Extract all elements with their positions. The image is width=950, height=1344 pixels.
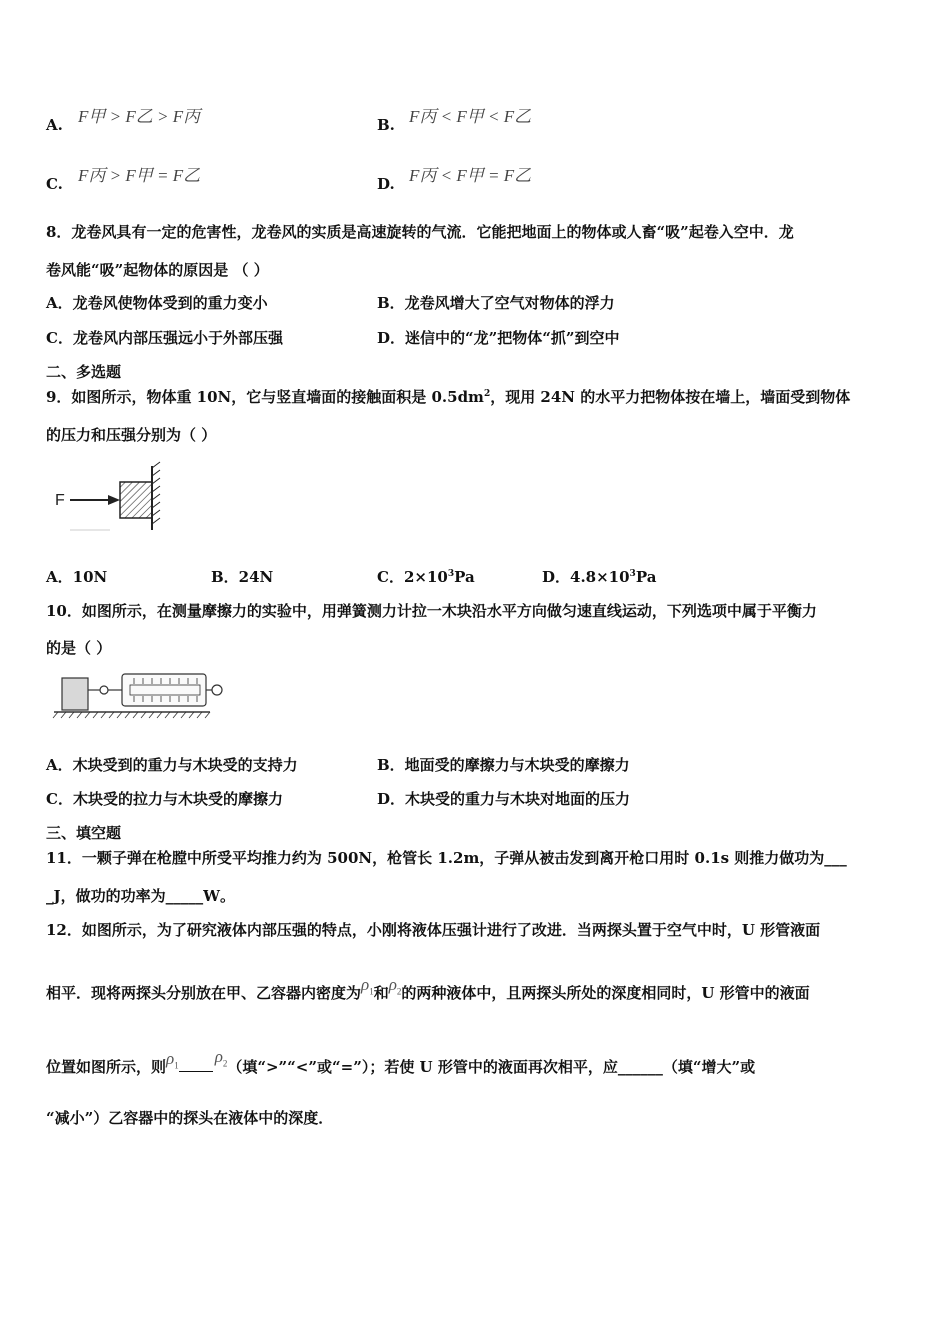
q8-stem-line2: 卷风能“吸”起物体的原因是 （ ） bbox=[46, 261, 269, 279]
q9-option-d-text: D．4.8×10 bbox=[542, 568, 630, 586]
q12-line2-text-b: 的两种液体中，且两探头所处的深度相同时，U 形管中的液面 bbox=[401, 984, 810, 1002]
q12-stem-line1: 12．如图所示，为了研究液体内部压强的特点，小刚将液体压强计进行了改进．当两探头置于空气中时，U 形管液面 bbox=[46, 921, 821, 939]
q7-formula-c: F丙 > F甲 = F乙 bbox=[78, 166, 201, 185]
q12-line2-text-a: 相平．现将两探头分别放在甲、乙容器内密度为 bbox=[46, 984, 362, 1002]
q9-stem-sup: 2 bbox=[483, 389, 491, 399]
option-letter: B. bbox=[377, 116, 395, 134]
rho-letter: ρ bbox=[214, 1047, 223, 1066]
q9-option-d-unit: Pa bbox=[635, 568, 657, 586]
q12-line3-text-a: 位置如图所示，则 bbox=[46, 1058, 167, 1076]
rho1-symbol bbox=[361, 975, 374, 997]
q10-option-a[interactable]: A．木块受到的重力与木块受的支持力 bbox=[46, 756, 298, 774]
q12-line2-and: 和 bbox=[373, 984, 389, 1002]
q7-formula-a: F甲 > F乙 > F丙 bbox=[78, 107, 201, 126]
q9-figure bbox=[50, 458, 170, 538]
q12-stem-line3 bbox=[46, 1047, 756, 1078]
hook-ring bbox=[100, 686, 108, 694]
wood-block bbox=[62, 678, 88, 710]
q10-option-b[interactable]: B．地面受的摩擦力与木块受的摩擦力 bbox=[377, 756, 630, 774]
section-heading-multi-choice: 二、多选题 bbox=[46, 363, 122, 381]
q8-option-a[interactable]: A．龙卷风使物体受到的重力变小 bbox=[46, 294, 268, 312]
q11-stem-line2: _J，做功的功率为_____W。 bbox=[46, 887, 235, 905]
q12-stem-line4: “减小”）乙容器中的探头在液体中的深度． bbox=[46, 1109, 334, 1127]
rho2-symbol bbox=[388, 975, 402, 997]
q8-option-c[interactable]: C．龙卷风内部压强远小于外部压强 bbox=[46, 329, 283, 347]
q9-option-b-text: B．24N bbox=[211, 568, 274, 586]
q9-stem-text-a: 9．如图所示，物体重 10N，它与竖直墙面的接触面积是 0.5dm bbox=[46, 388, 484, 406]
q8-option-d[interactable]: D．迷信中的“龙”把物体“抓”到空中 bbox=[377, 329, 620, 347]
rho-letter: ρ bbox=[166, 1049, 175, 1068]
q9-option-c-sup: 3 bbox=[447, 569, 455, 579]
rho-subscript: 2 bbox=[396, 986, 402, 997]
q7-formula-d: F丙 < F甲 = F乙 bbox=[409, 166, 532, 185]
rho-subscript: 1 bbox=[174, 1060, 179, 1071]
q8-option-b[interactable]: B．龙卷风增大了空气对物体的浮力 bbox=[377, 294, 615, 312]
q9-option-c-unit: Pa bbox=[454, 568, 475, 586]
section-heading-fill-blank: 三、填空题 bbox=[46, 824, 122, 842]
ground-hatching bbox=[53, 712, 210, 718]
rho-letter: ρ bbox=[388, 975, 397, 994]
block-object bbox=[120, 482, 152, 518]
q9-stem-line1 bbox=[46, 386, 850, 407]
q10-option-d[interactable]: D．木块受的重力与木块对地面的压力 bbox=[377, 790, 631, 808]
pull-ring bbox=[212, 685, 222, 695]
q9-stem-text-b: ，现用 24N 的水平力把物体按在墙上，墙面受到物体 bbox=[490, 388, 851, 406]
rho-subscript: 1 bbox=[369, 986, 374, 997]
q10-figure bbox=[50, 668, 230, 724]
force-label: F bbox=[55, 492, 65, 509]
rho2-symbol bbox=[214, 1047, 228, 1069]
wall-hatching bbox=[152, 462, 160, 524]
option-letter: D. bbox=[377, 175, 395, 193]
q9-option-d[interactable] bbox=[542, 566, 656, 587]
q9-stem-line2: 的压力和压强分别为（ ） bbox=[46, 426, 217, 444]
q9-option-d-sup: 3 bbox=[629, 569, 636, 579]
q10-stem-line2: 的是（ ） bbox=[46, 639, 112, 657]
q10-option-c[interactable]: C．木块受的拉力与木块受的摩擦力 bbox=[46, 790, 283, 808]
option-letter: C. bbox=[46, 175, 63, 193]
q9-option-a-text: A．10N bbox=[46, 568, 108, 586]
q8-stem-line1: 8．龙卷风具有一定的危害性，龙卷风的实质是高速旋转的气流．它能把地面上的物体或人畜“吸”起卷入空中．龙 bbox=[46, 223, 794, 241]
spring-scale-body bbox=[122, 674, 206, 706]
q7-option-a[interactable] bbox=[46, 116, 63, 134]
q9-option-a[interactable] bbox=[46, 566, 107, 587]
option-letter: A. bbox=[46, 116, 63, 134]
q9-option-c[interactable] bbox=[377, 566, 475, 587]
answer-blank[interactable] bbox=[179, 1070, 213, 1072]
q12-line3-text-b: （填“>”“<”或“=”）；若使 U 形管中的液面再次相平，应______（填“增大”或 bbox=[227, 1058, 756, 1076]
rho-subscript: 2 bbox=[222, 1058, 228, 1069]
q9-option-b[interactable] bbox=[211, 566, 273, 587]
q7-formula-b: F丙 < F甲 < F乙 bbox=[409, 107, 532, 126]
q9-option-c-text: C．2×10 bbox=[377, 568, 448, 586]
q10-stem-line1: 10．如图所示，在测量摩擦力的实验中，用弹簧测力计拉一木块沿水平方向做匀速直线运动，下列选项中属于平衡力 bbox=[46, 602, 817, 620]
q7-option-b[interactable] bbox=[377, 116, 395, 134]
q11-stem-line1: 11．一颗子弹在枪膛中所受平均推力约为 500N，枪管长 1.2m，子弹从被击发到离开枪口用时 0.1s 则推力做功为___ bbox=[46, 849, 847, 867]
rho1-symbol bbox=[166, 1049, 179, 1071]
force-arrow-head bbox=[108, 495, 120, 505]
q12-stem-line2 bbox=[46, 975, 810, 1004]
rho-letter: ρ bbox=[361, 975, 370, 994]
q7-option-c[interactable] bbox=[46, 175, 63, 193]
q7-option-d[interactable] bbox=[377, 175, 395, 193]
